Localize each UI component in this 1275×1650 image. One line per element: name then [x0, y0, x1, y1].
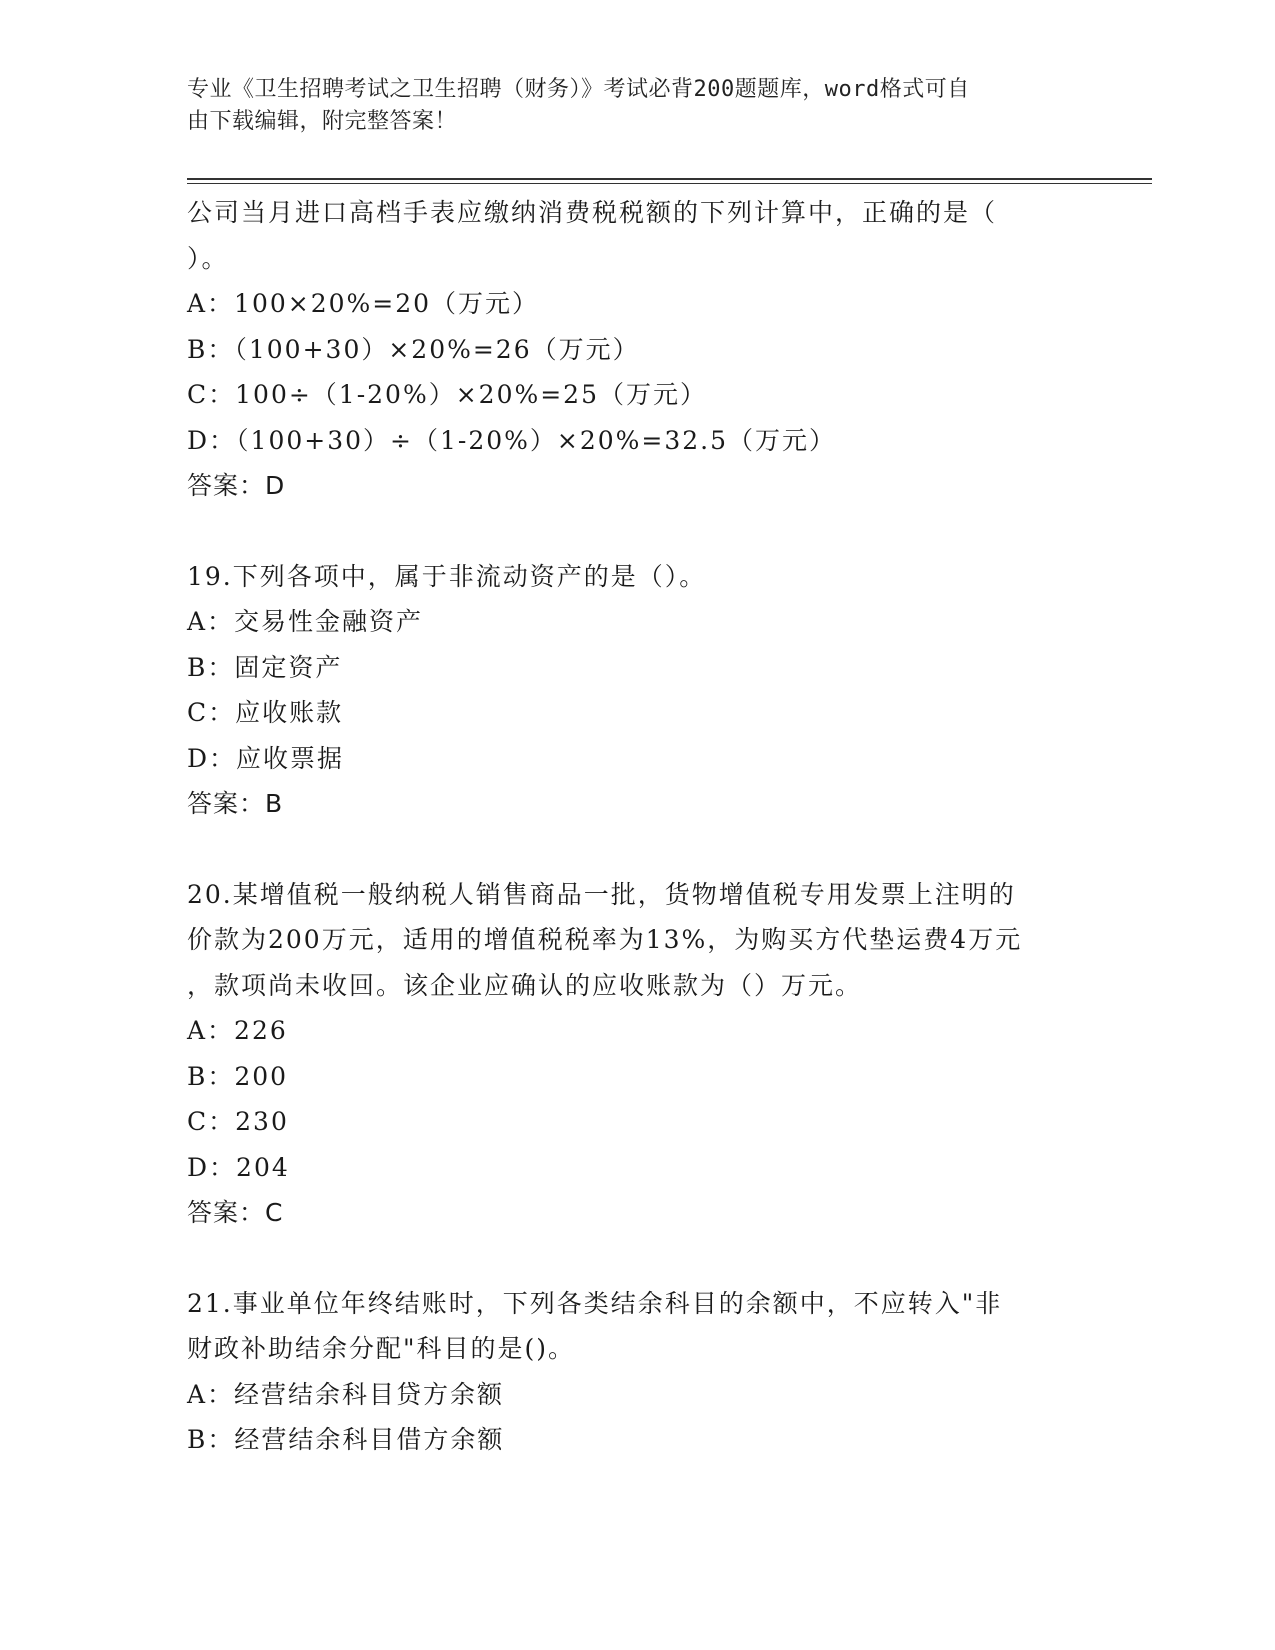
option-b: B：（100+30）×20%=26（万元） [187, 334, 640, 364]
option-a: A：交易性金融资产 [187, 607, 424, 636]
question-21 [187, 1281, 1087, 1463]
header-rule-thin [187, 183, 1152, 184]
answer-line: 答案：C [187, 1198, 284, 1227]
option-a: A：经营结余科目贷方余额 [187, 1379, 505, 1409]
option-c: C：230 [187, 1107, 289, 1136]
answer-line: 答案：B [187, 789, 284, 818]
question-stem: 价款为200万元，适用的增值税税率为13%，为购买方代垫运费4万元 [187, 925, 1023, 954]
question-stem: 公司当月进口高档手表应缴纳消费税税额的下列计算中，正确的是（ [187, 198, 998, 227]
document-header [187, 74, 1067, 138]
question-20 [187, 872, 1087, 1236]
question-stem: 21.事业单位年终结账时，下列各类结余科目的余额中，不应转入"非 [187, 1288, 1003, 1318]
option-a: A：100×20%=20（万元） [187, 289, 540, 318]
option-d: D：（100+30）÷（1-20%）×20%=32.5（万元） [187, 425, 837, 455]
answer-line: 答案：D [187, 471, 286, 500]
spacer [187, 509, 1087, 554]
question-stem: 19.下列各项中，属于非流动资产的是（）。 [187, 561, 707, 591]
option-b: B：固定资产 [187, 652, 343, 682]
option-d: D：应收票据 [187, 743, 345, 773]
option-b: B：200 [187, 1061, 289, 1091]
option-c: C：应收账款 [187, 698, 344, 727]
option-c: C：100÷（1-20%）×20%=25（万元） [187, 380, 707, 409]
question-stem: 财政补助结余分配"科目的是()。 [187, 1334, 576, 1363]
question-stem: ）。 [187, 243, 229, 273]
question-list [187, 190, 1087, 1463]
spacer [187, 827, 1087, 872]
question-stem: ，款项尚未收回。该企业应确认的应收账款为（）万元。 [187, 970, 863, 1000]
option-b: B：经营结余科目借方余额 [187, 1425, 505, 1454]
question-18 [187, 190, 1087, 509]
spacer [187, 1236, 1087, 1281]
header-line-1: 专业《卫生招聘考试之卫生招聘（财务）》考试必背200题题库，word格式可自 [187, 77, 970, 102]
question-19 [187, 554, 1087, 827]
header-rule-thick [187, 178, 1152, 180]
header-line-2: 由下载编辑，附完整答案！ [187, 109, 458, 134]
question-stem: 20.某增值税一般纳税人销售商品一批，货物增值税专用发票上注明的 [187, 879, 1016, 909]
option-d: D：204 [187, 1152, 290, 1182]
option-a: A：226 [187, 1016, 288, 1045]
